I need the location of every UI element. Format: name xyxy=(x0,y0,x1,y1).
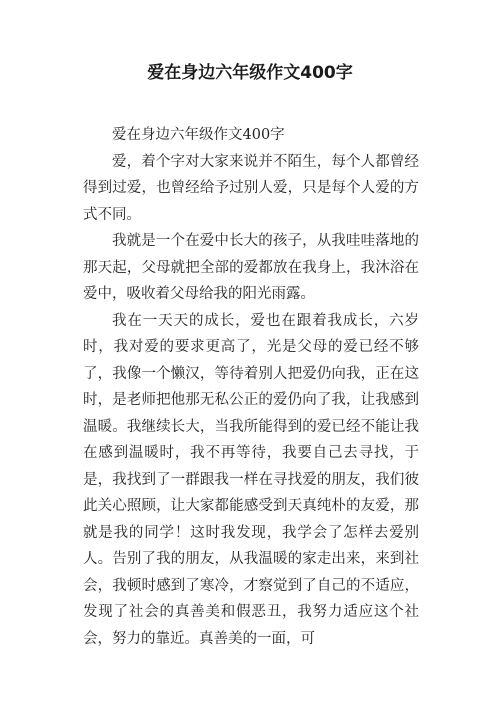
paragraph: 我就是一个在爱中长大的孩子，从我哇哇落地的那天起，父母就把全部的爱都放在我身上，我沐浴在爱中，吸收着父母给我的阳光雨露。 xyxy=(83,233,419,302)
paragraph: 爱，着个字对大家来说并不陌生，每个人都曾经得到过爱，也曾经给予过别人爱，只是每个人爱的方式不同。 xyxy=(83,153,419,223)
paragraph: 我在一天天的成长，爱也在跟着我成长，六岁时，我对爱的要求更高了，光是父母的爱已经不够了，我像一个懒汉，等待着别人把爱仍向我，正在这时，是老师把他那无私公正的爱仍向了我，让我感到温暖。我继续长大，当我所能得到的爱已经不能让我在感到温暖时，我不再等待，我要自己去寻找，于是，我找到了一群跟我一样在寻找爱的朋友，我们彼此关心照顾，让大家都能感受到天真纯朴的友爱，那就是我的同学！这时我发现，我学会了怎样去爱别人。告别了我的朋友，从我温暖的家走出来，来到社会，我顿时感到了寒冷，才察觉到了自己的不适应，发现了社会的真善美和假恶丑，我努力适应这个社会，努力的靠近。真善美的一面，可 xyxy=(83,312,419,647)
document-body xyxy=(83,122,419,652)
document-title: 爱在身边六年级作文400字 xyxy=(147,63,353,83)
paragraph-subtitle: 爱在身边六年级作文400字 xyxy=(112,127,285,143)
